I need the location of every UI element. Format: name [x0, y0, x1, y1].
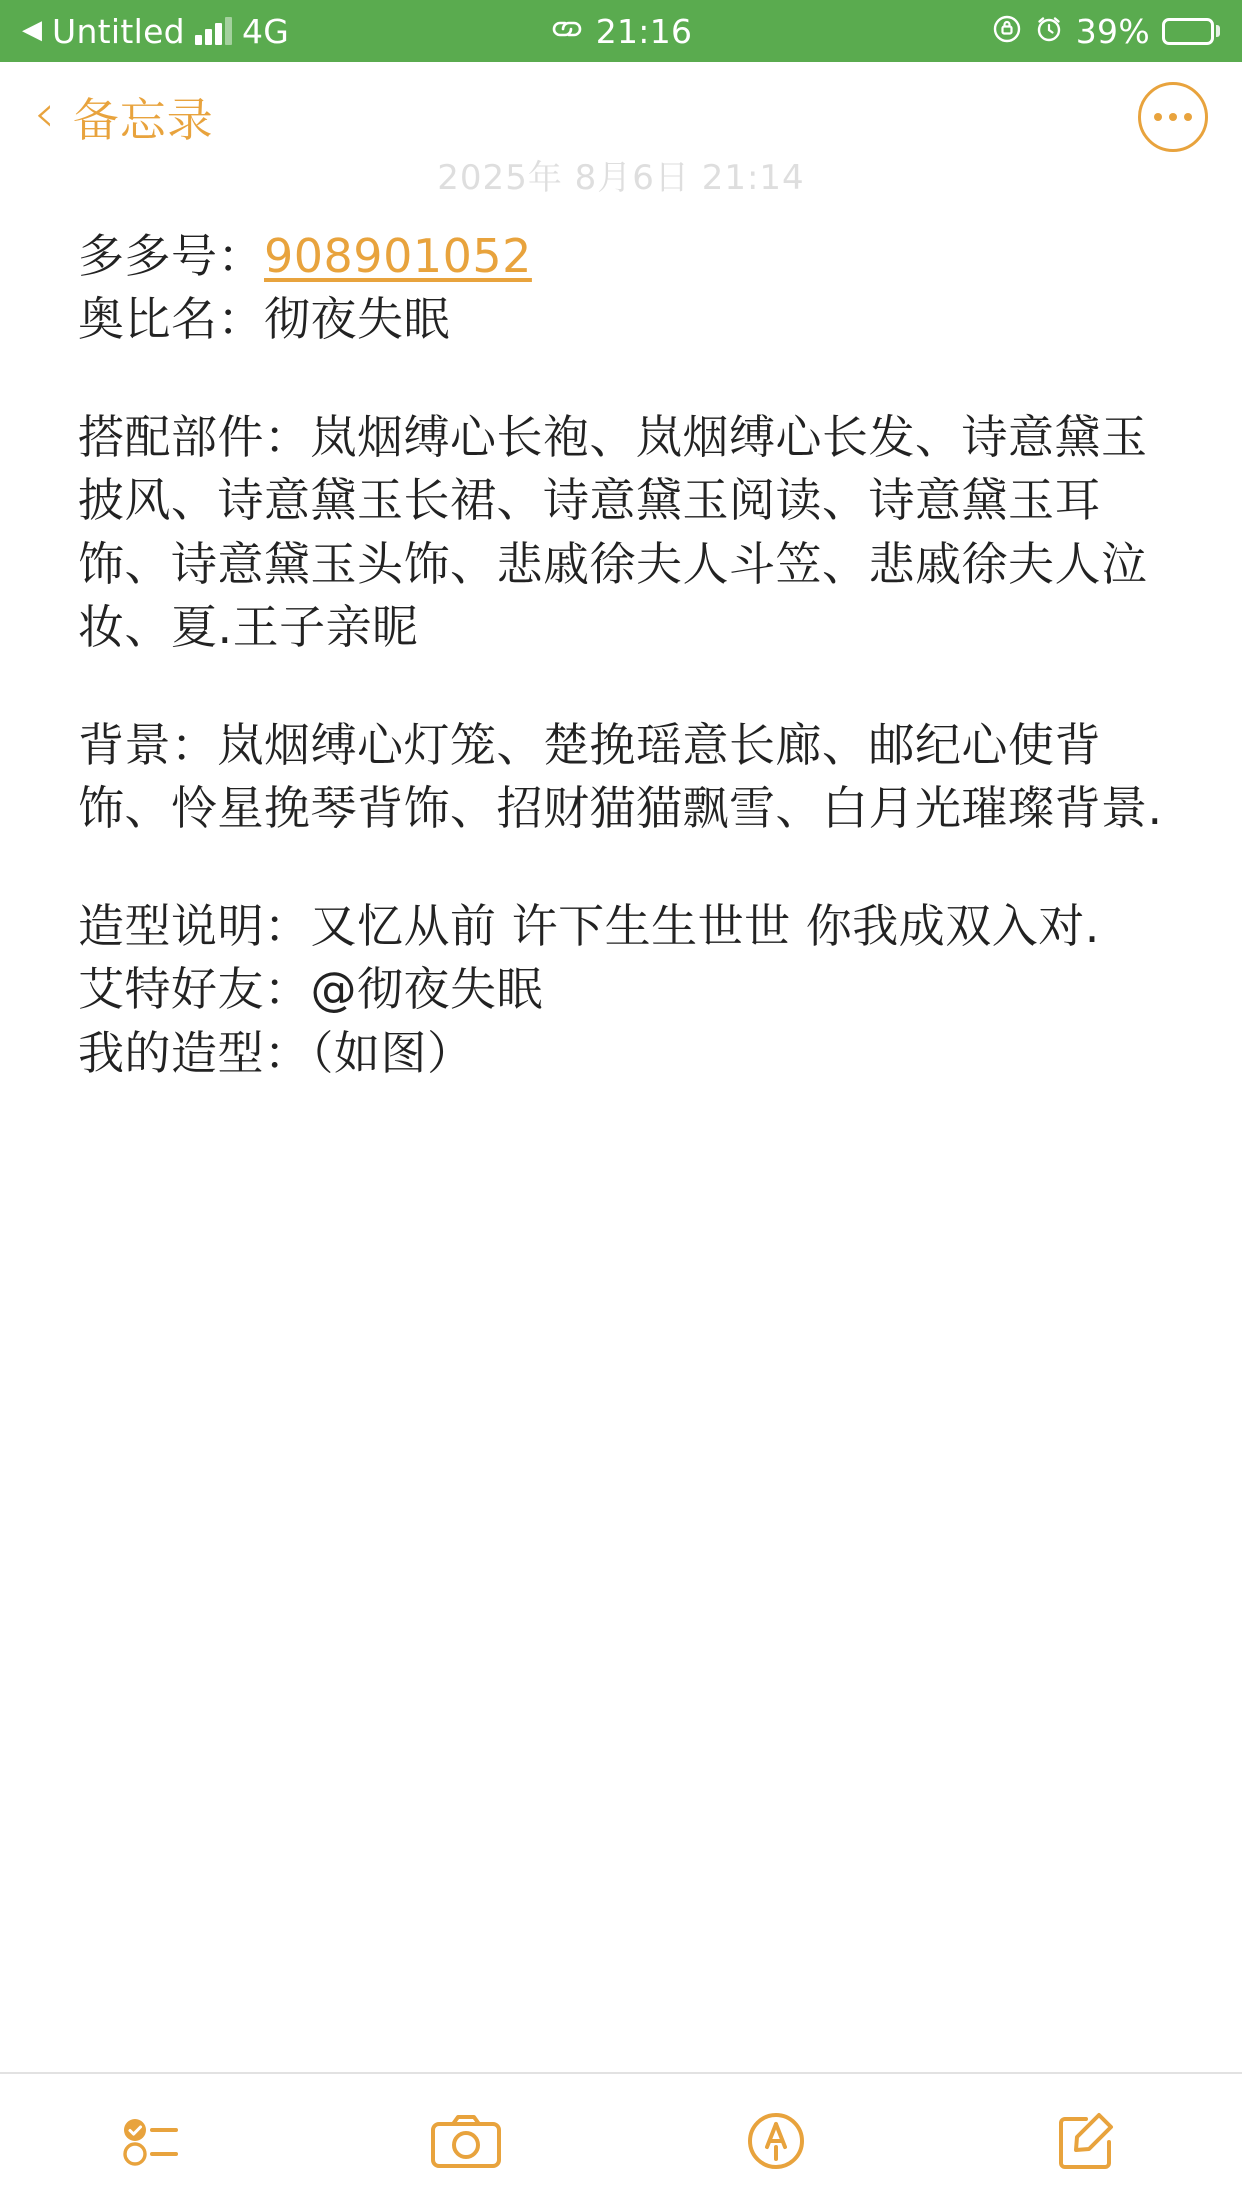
- note-line-duoduo-id: [78, 225, 1164, 288]
- camera-icon: [429, 2111, 503, 2171]
- status-back-app-label[interactable]: Untitled: [52, 11, 185, 51]
- note-line-aobi-name: [78, 288, 1164, 351]
- note-body[interactable]: [0, 150, 1242, 1085]
- note-spacer-1: [78, 352, 1164, 406]
- note-paragraph-outfit-parts: 搭配部件：岚烟缚心长袍、岚烟缚心长发、诗意黛玉披风、诗意黛玉长裙、诗意黛玉阅读、诗意黛玉耳饰、诗意黛玉头饰、悲戚徐夫人斗笠、悲戚徐夫人泣妆、夏.王子亲昵: [78, 409, 1148, 655]
- note-label-aobi-name: 奥比名：: [78, 292, 264, 347]
- clock-label: 21:16: [595, 11, 693, 51]
- battery-icon: [1162, 18, 1220, 45]
- status-bar: [0, 0, 1242, 62]
- alarm-icon: [1034, 14, 1064, 48]
- chevron-left-icon: ‹: [34, 84, 55, 144]
- more-dots-icon[interactable]: [1138, 82, 1208, 152]
- camera-button[interactable]: [311, 2074, 622, 2208]
- page-title: 备忘录: [72, 93, 214, 147]
- back-button[interactable]: [34, 84, 214, 150]
- back-triangle-icon[interactable]: ◀: [22, 15, 42, 45]
- link-icon: [550, 16, 584, 46]
- compose-icon: [1055, 2109, 1119, 2173]
- aobi-name-value: 彻夜失眠: [264, 292, 450, 347]
- battery-percent-label: 39%: [1075, 11, 1151, 51]
- bottom-toolbar: [0, 2072, 1242, 2208]
- checklist-icon: [119, 2111, 191, 2171]
- rotation-lock-icon: [992, 14, 1022, 48]
- status-bar-center: [550, 12, 693, 51]
- checklist-button[interactable]: [0, 2074, 311, 2208]
- note-spacer-2: [78, 660, 1164, 714]
- status-bar-left: [22, 12, 550, 51]
- note-line-my-style: 我的造型：（如图）: [78, 1025, 474, 1080]
- network-type-label: 4G: [241, 11, 290, 51]
- note-line-style-description: 造型说明：又忆从前 许下生生世世 你我成双入对.: [78, 898, 1100, 953]
- note-label-duoduo-id: 多多号：: [78, 229, 264, 283]
- note-line-at-friend: 艾特好友：@彻夜失眠: [78, 962, 543, 1017]
- status-bar-right: [692, 12, 1220, 51]
- markup-pen-icon: [744, 2109, 808, 2173]
- duoduo-id-link[interactable]: 908901052: [264, 229, 532, 283]
- signal-bars-icon: [195, 17, 232, 45]
- note-paragraph-background: 背景：岚烟缚心灯笼、楚挽瑶意长廊、邮纪心使背饰、怜星挽琴背饰、招财猫猫飘雪、白月光璀璨背景.: [78, 717, 1163, 836]
- markup-button[interactable]: [621, 2074, 932, 2208]
- note-date: 2025年 8月6日 21:14: [437, 158, 805, 198]
- note-spacer-3: [78, 841, 1164, 895]
- compose-button[interactable]: [932, 2074, 1242, 2208]
